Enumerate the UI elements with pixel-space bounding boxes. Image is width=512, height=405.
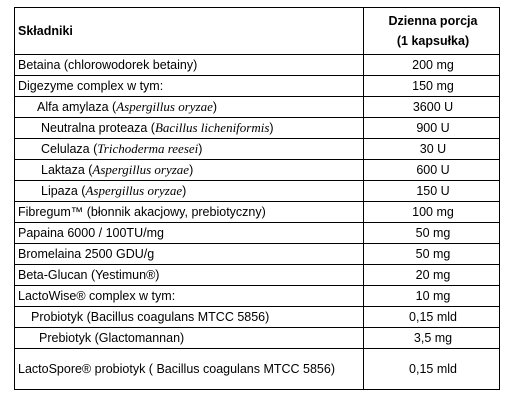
ingredient-dose: 0,15 mld xyxy=(364,349,500,390)
table-row xyxy=(15,118,500,139)
ingredient-dose: 50 mg xyxy=(364,223,500,244)
ingredient-name xyxy=(15,160,364,181)
ingredient-name: LactoWise® complex w tym: xyxy=(15,286,364,307)
ingredients-header: Składniki xyxy=(15,8,364,55)
closing-paren: ) xyxy=(269,120,274,135)
table-row xyxy=(15,349,500,390)
ingredient-name xyxy=(15,97,364,118)
ingredient-dose: 10 mg xyxy=(364,286,500,307)
table-row xyxy=(15,265,500,286)
latin-name: Aspergillus oryzae xyxy=(85,182,183,198)
daily-dose-header-line1: Dzienna porcja xyxy=(388,14,478,28)
closing-paren: ) xyxy=(189,162,194,177)
ingredient-dose: 0,15 mld xyxy=(364,307,500,328)
ingredient-dose: 200 mg xyxy=(364,55,500,76)
ingredient-name xyxy=(15,181,364,202)
table-row xyxy=(15,202,500,223)
latin-name: Bacillus licheniformis xyxy=(154,119,270,135)
ingredient-dose: 3600 U xyxy=(364,97,500,118)
ingredient-dose: 100 mg xyxy=(364,202,500,223)
table-row xyxy=(15,307,500,328)
ingredient-name-text: Lipaza ( xyxy=(41,183,86,198)
table-row xyxy=(15,139,500,160)
ingredient-name-text: Laktaza ( xyxy=(41,162,93,177)
closing-paren: ) xyxy=(212,99,218,114)
latin-name: Trichoderma reesei xyxy=(97,140,199,156)
ingredient-name: Beta-Glucan (Yestimun®) xyxy=(15,265,364,286)
latin-name: Aspergillus oryzae xyxy=(116,98,213,114)
ingredient-name-text: Celulaza ( xyxy=(41,141,98,156)
ingredient-dose: 150 U xyxy=(364,181,500,202)
ingredient-dose: 3,5 mg xyxy=(364,328,500,349)
closing-paren: ) xyxy=(182,183,187,198)
table-row xyxy=(15,328,500,349)
table-row xyxy=(15,244,500,265)
ingredient-name: Papaina 6000 / 100TU/mg xyxy=(15,223,364,244)
closing-paren: ) xyxy=(198,141,203,156)
daily-dose-header-line2: (1 kapsułka) xyxy=(396,34,470,48)
ingredient-name: Bromelaina 2500 GDU/g xyxy=(15,244,364,265)
ingredient-name-text: Neutralna proteaza ( xyxy=(41,120,155,135)
table-row xyxy=(15,55,500,76)
ingredient-dose: 600 U xyxy=(364,160,500,181)
ingredients-table xyxy=(14,7,500,390)
ingredient-name: Betaina (chlorowodorek betainy) xyxy=(15,55,364,76)
ingredient-name: Digezyme complex w tym: xyxy=(15,76,364,97)
ingredient-dose: 150 mg xyxy=(364,76,500,97)
table-header-row xyxy=(15,8,500,55)
latin-name: Aspergillus oryzae xyxy=(92,161,190,177)
table-row xyxy=(15,97,500,118)
table-row xyxy=(15,223,500,244)
table-row xyxy=(15,160,500,181)
ingredient-name: Fibregum™ (błonnik akacjowy, prebiotyczny) xyxy=(15,202,364,223)
ingredient-dose: 20 mg xyxy=(364,265,500,286)
ingredient-dose: 30 U xyxy=(364,139,500,160)
table-row xyxy=(15,181,500,202)
ingredient-name xyxy=(15,139,364,160)
daily-dose-header xyxy=(364,8,500,55)
ingredient-dose: 900 U xyxy=(364,118,500,139)
ingredient-name xyxy=(15,118,364,139)
ingredient-name: Prebiotyk (Glactomannan) xyxy=(15,328,364,349)
ingredient-name: LactoSpore® probiotyk ( Bacillus coagulans MTCC 5856) xyxy=(15,349,364,390)
table-row xyxy=(15,76,500,97)
ingredient-name: Probiotyk (Bacillus coagulans MTCC 5856) xyxy=(15,307,364,328)
table-row xyxy=(15,286,500,307)
ingredient-name-text: Alfa amylaza ( xyxy=(37,99,117,114)
ingredient-dose: 50 mg xyxy=(364,244,500,265)
